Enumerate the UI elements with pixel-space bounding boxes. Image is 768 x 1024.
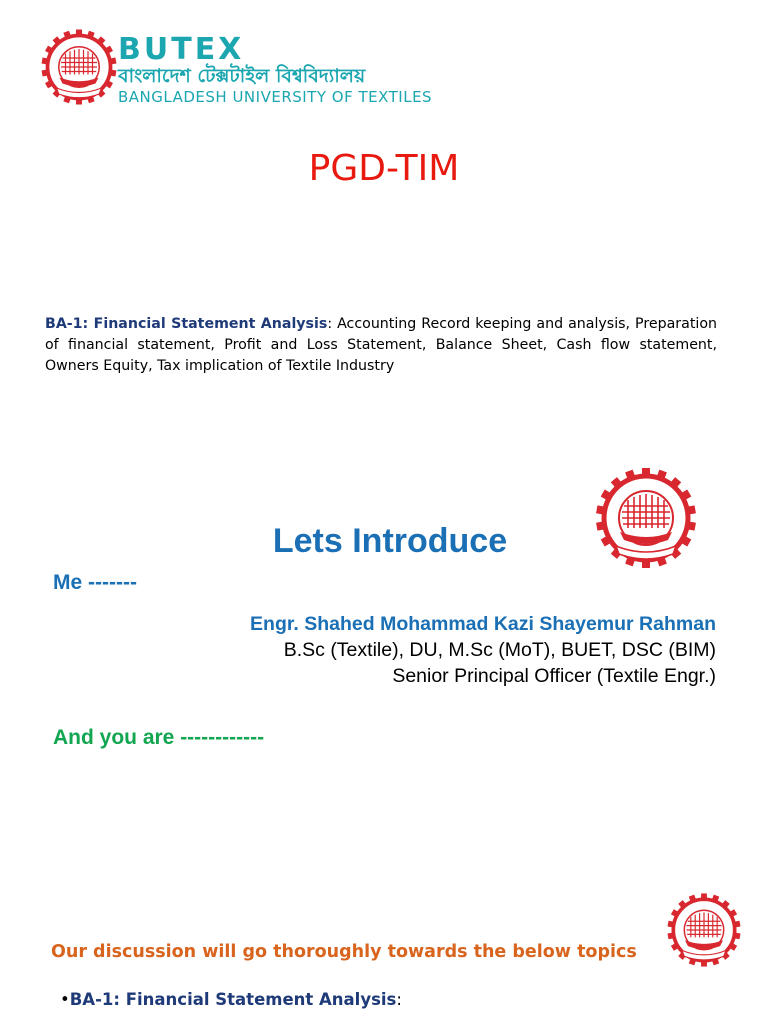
- bullet-icon: •: [60, 990, 70, 1009]
- audience-label: And you are ------------: [53, 726, 265, 749]
- presenter-role: Senior Principal Officer (Textile Engr.): [392, 665, 716, 687]
- brand-name-bangla: বাংলাদেশ টেক্সটাইল বিশ্ববিদ্যালয়: [118, 65, 366, 87]
- intro-heading: Lets Introduce: [272, 522, 508, 560]
- course-description-text: : Accounting Record keeping and analysis, Preparation of financial statement, Profit and Loss Statement, Balance Sheet, Cash flow statement, Owners Equity, Tax implication of Textile Industry: [45, 316, 717, 374]
- butex-seal-logo: [40, 28, 118, 106]
- me-label: Me -------: [53, 571, 137, 594]
- butex-seal-small: [666, 892, 742, 968]
- topic-list-item: [60, 990, 402, 1009]
- course-code: BA-1: Financial Statement Analysis: [45, 316, 328, 332]
- topic-suffix: :: [396, 990, 402, 1009]
- slide-title: PGD-TIM: [308, 148, 460, 189]
- topics-lead: Our discussion will go thoroughly towards the below topics: [51, 942, 637, 962]
- presenter-degrees: B.Sc (Textile), DU, M.Sc (MoT), BUET, DSC (BIM): [283, 639, 716, 661]
- topic-label: BA-1: Financial Statement Analysis: [69, 990, 397, 1009]
- course-description: [45, 314, 717, 377]
- presenter-name: Engr. Shahed Mohammad Kazi Shayemur Rahman: [250, 613, 716, 635]
- brand-name: BUTEX: [118, 32, 245, 67]
- presenter-info: [250, 611, 716, 689]
- brand-name-english: BANGLADESH UNIVERSITY OF TEXTILES: [118, 88, 433, 106]
